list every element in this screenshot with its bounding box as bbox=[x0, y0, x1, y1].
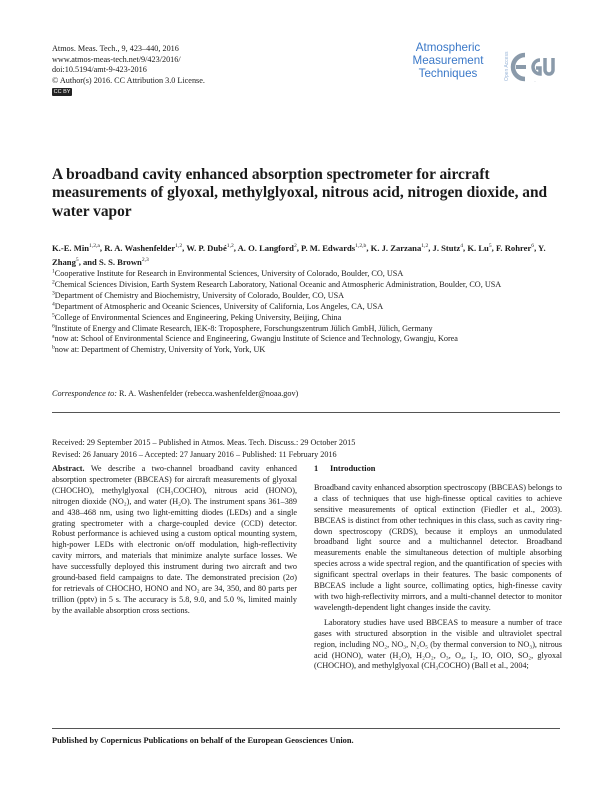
introduction bbox=[314, 464, 562, 672]
divider bbox=[52, 412, 560, 413]
author-name: A. O. Langford bbox=[237, 242, 294, 253]
author bbox=[496, 243, 534, 253]
abstract-label: Abstract. bbox=[52, 464, 85, 473]
author-name: W. P. Dubé bbox=[186, 242, 227, 253]
citation: Atmos. Meas. Tech., 9, 423–440, 2016 bbox=[52, 44, 179, 53]
author-name: K. Lu bbox=[467, 242, 489, 253]
author-name: Y. Zhang bbox=[52, 242, 546, 268]
author-name: K.-E. Min bbox=[52, 242, 90, 253]
affiliation-mark: 1 bbox=[52, 268, 55, 275]
author-affiliation-mark: 1,2 bbox=[226, 243, 234, 249]
author bbox=[467, 243, 491, 253]
author-affiliation-mark: 2 bbox=[293, 243, 297, 249]
affiliation-mark: a bbox=[52, 333, 55, 340]
logo-line-3: Techniques bbox=[418, 67, 478, 81]
abstract bbox=[52, 464, 297, 617]
affiliation-text: Chemical Sciences Division, Earth System Research Laboratory, National Oceanic and Atmospheric Administration, Boulder, CO, USA bbox=[54, 279, 502, 289]
affiliation-text: Department of Chemistry and Biochemistry, University of Colorado, Boulder, CO, USA bbox=[54, 290, 345, 300]
author-affiliation-mark: 2,3 bbox=[141, 257, 149, 264]
journal-info bbox=[52, 44, 205, 97]
affiliation-text: College of Environmental Sciences and Engineering, Peking University, Beijing, China bbox=[54, 312, 342, 322]
logo-line-1: Atmospheric bbox=[415, 41, 481, 54]
affiliation-text: Department of Atmospheric and Oceanic Sciences, University of California, Los Angeles, CA, USA bbox=[54, 301, 384, 311]
footer-divider bbox=[52, 728, 560, 729]
author-name: K. J. Zarzana bbox=[370, 242, 422, 253]
svg-text:EGU: EGU bbox=[534, 82, 537, 83]
author bbox=[433, 243, 464, 253]
intro-paragraph-2: Laboratory studies have used BBCEAS to measure a number of trace gases with structured absorption in the visible and ultraviolet spectral region, including NO₂, NO₃, N₂O₅ (by thermal conversion to NO₃), nitrous acid (HONO), water (H₂O), H₂O₂, O₃, O₄, I₂, IO, OIO, SO₂, glyoxal (CHOCHO), and methylglyoxal (CH₃COCHO) (Ball et al., 2004; bbox=[314, 617, 562, 671]
author bbox=[104, 243, 182, 253]
affiliation bbox=[52, 324, 572, 335]
author-name: R. A. Washenfelder bbox=[104, 242, 176, 253]
license: © Author(s) 2016. CC Attribution 3.0 License. bbox=[52, 75, 205, 85]
logo-wordmark bbox=[396, 41, 500, 81]
author-name: F. Rohrer bbox=[495, 242, 532, 253]
author-affiliation-mark: 1,2 bbox=[421, 243, 429, 249]
affiliation-mark: 4 bbox=[52, 300, 55, 307]
affiliation bbox=[52, 334, 572, 345]
author bbox=[52, 243, 100, 253]
open-access-label: Open Access bbox=[504, 51, 510, 81]
affiliation-mark: b bbox=[52, 344, 55, 351]
intro-paragraph-1: Broadband cavity enhanced absorption spectroscopy (BBCEAS) belongs to a class of techniques that use high-finesse optical cavities to achieve sensitive measurements of optical extinction (Fiedler et al., 2003). BBCEAS is distinct from other techniques in this class, such as cavity ring-down spectroscopy (CRDS), because it employs an unmodulated broadband light source and a multichannel detector. Broadband measurements enable the simultaneous detection of multiple absorbing species across a wide spectral region, and the quantification of species with significant spectral overlaps in their features. The basic components of BBCEAS include a light source, collimating optics, high-finesse cavity with two high-reflectivity mirrors, and a multi-channel detector to monitor wavelength-dependent light changes inside the cavity. bbox=[314, 482, 562, 612]
cc-license-icon[interactable]: CC BY bbox=[53, 89, 71, 96]
section-title: Introduction bbox=[330, 464, 376, 473]
affiliation-mark: 2 bbox=[52, 279, 55, 286]
author-affiliation-mark: 4 bbox=[460, 243, 464, 249]
affiliation-text: Cooperative Institute for Research in Environmental Sciences, University of Colorado, Boulder, CO, USA bbox=[54, 269, 404, 278]
author bbox=[99, 257, 149, 267]
section-number: 1 bbox=[314, 464, 319, 473]
correspondence bbox=[52, 389, 298, 398]
author bbox=[371, 243, 429, 253]
affiliation-mark: 5 bbox=[52, 311, 55, 318]
journal-url[interactable]: www.atmos-meas-tech.net/9/423/2016/ bbox=[52, 54, 181, 64]
author bbox=[186, 243, 233, 253]
affiliation-text: now at: Department of Chemistry, University of York, York, UK bbox=[54, 345, 266, 355]
affiliation-text: Institute of Energy and Climate Research, IEK-8: Troposphere, Forschungszentrum Jülich GmbH, Jülich, Germany bbox=[54, 323, 433, 333]
affiliation-list bbox=[52, 269, 572, 356]
paper-title: A broadband cavity enhanced absorption spectrometer for aircraft measurements of glyoxal, methylglyoxal, nitrous acid, nitrogen dioxide, and water vapor bbox=[52, 166, 548, 220]
publisher-footer: Published by Copernicus Publications on behalf of the European Geosciences Union. bbox=[52, 736, 354, 745]
author-affiliation-mark: 6 bbox=[531, 243, 535, 249]
section-heading bbox=[314, 464, 562, 475]
correspondence-label: Correspondence to: bbox=[52, 389, 117, 398]
author-list: K.-E. Min$^{1,2,a}$, R. A. Washenfelder$^{1,2}$, W. P. Dubé$^{1,2}$, A. O. Langford$^2$, P. M. Edwards$^{1,2,b}$, K. J. Zarzana$^{1,2}$, J. Stutz$^4$, K. Lu$^5$, F. Rohrer$^6$, Y. Zhang$^5$, and S. S. Brown$^{2,3}$ bbox=[52, 242, 546, 268]
author-affiliation-mark: 1,2,b bbox=[355, 243, 367, 249]
affiliation bbox=[52, 345, 572, 356]
affiliation bbox=[52, 269, 572, 280]
author bbox=[301, 243, 366, 253]
author-name: J. Stutz bbox=[432, 242, 461, 253]
correspondence-text[interactable]: R. A. Washenfelder (rebecca.washenfelder@noaa.gov) bbox=[119, 389, 299, 398]
abstract-text: We describe a two-channel broadband cavity enhanced absorption spectrometer (BBCEAS) for aircraft measurements of glyoxal (CHOCHO), methylglyoxal (CH₃COCHO), nitrous acid (HONO), nitrogen dioxide (NO₂), and water (H₂O). The instrument spans 361–389 and 438–468 nm, using two light-emitting diodes (LEDs) and a single grating spectrometer with a charge-coupled device (CCD) detector. Robust performance is achieved using a custom optical mounting system, high-power LEDs with electronic on/off modulation, high-reflectivity cavity mirrors, and materials that minimize analyte surface losses. We have successfully deployed this instrument during two aircraft and two ground-based field campaigns to date. The demonstrated precision (2σ) for retrievals of CHOCHO, HONO and NO₂ are 34, 350, and 80 parts per trillion (pptv) in 5 s. The accuracy is 5.8, 9.0, and 5.0 %, limited mainly by the available absorption cross sections. bbox=[52, 464, 297, 615]
logo-line-2: Measurement bbox=[412, 54, 484, 68]
author bbox=[238, 243, 297, 253]
affiliation-mark: 3 bbox=[52, 290, 55, 297]
egu-logo-icon bbox=[512, 52, 556, 82]
author-affiliation-mark: 1,2 bbox=[175, 243, 183, 249]
author-affiliation-mark: 1,2,a bbox=[89, 243, 100, 249]
affiliation bbox=[52, 280, 572, 291]
affiliation bbox=[52, 302, 572, 313]
affiliation-mark: 6 bbox=[52, 322, 55, 329]
author-name: S. S. Brown bbox=[99, 257, 142, 268]
author-affiliation-mark: 5 bbox=[75, 257, 79, 264]
affiliation-text: now at: School of Environmental Science and Engineering, Gwangju Institute of Science and Technology, Gwangju, Korea bbox=[54, 334, 458, 344]
dates-line-1: Received: 29 September 2015 – Published in Atmos. Meas. Tech. Discuss.: 29 October 2015 bbox=[52, 438, 356, 447]
dates-line-2: Revised: 26 January 2016 – Accepted: 27 January 2016 – Published: 11 February 2016 bbox=[52, 450, 337, 459]
author-affiliation-mark: 5 bbox=[488, 243, 492, 249]
publication-dates bbox=[52, 437, 355, 461]
doi[interactable]: doi:10.5194/amt-9-423-2016 bbox=[52, 65, 147, 75]
journal-logo[interactable] bbox=[396, 40, 566, 96]
affiliation bbox=[52, 313, 572, 324]
author-name: P. M. Edwards bbox=[301, 242, 356, 253]
affiliation bbox=[52, 291, 572, 302]
